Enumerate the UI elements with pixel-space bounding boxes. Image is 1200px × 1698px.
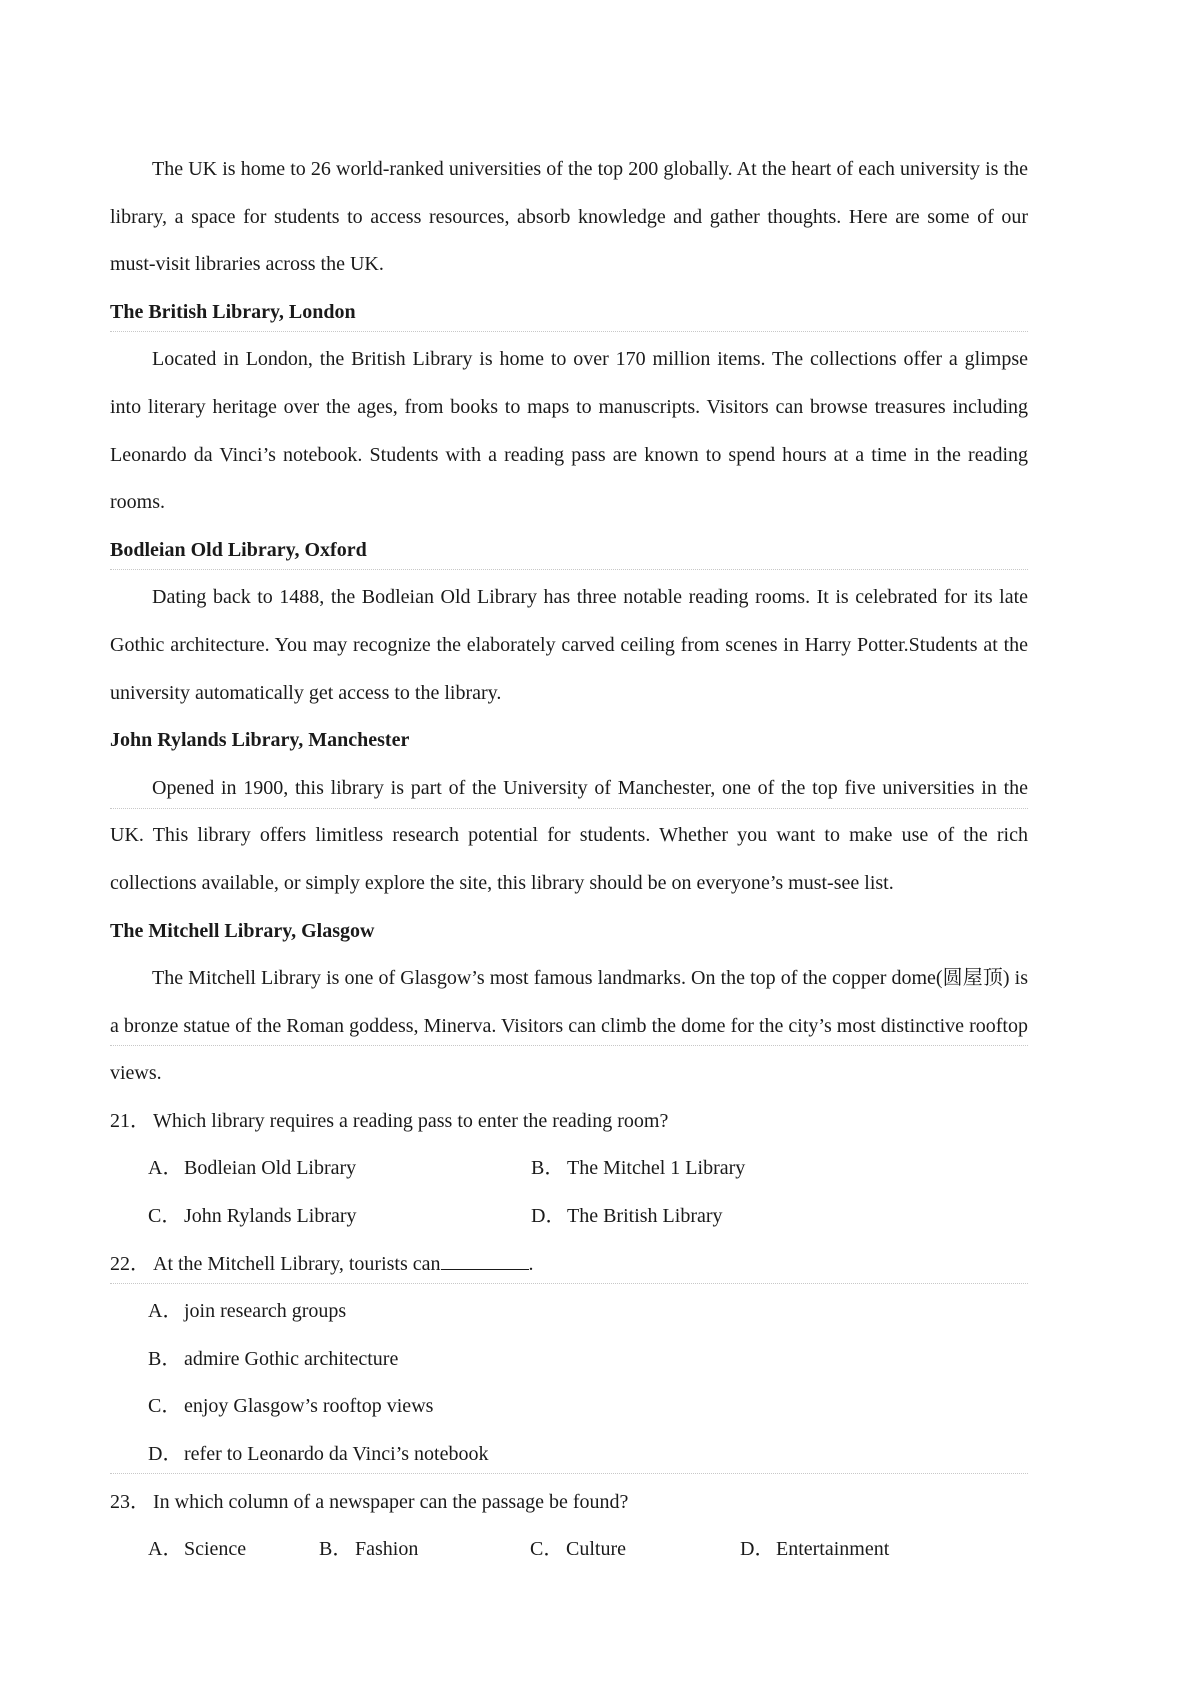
section-paragraph: Located in London, the British Library is home to over 170 million items. The collections offer a glimpse into literary heritage over the ages, from books to maps to manuscripts. Visitors can browse treasures including Leonardo da Vinci’s notebook. Students with a reading pass are known to spend hours at a time in the reading rooms. <box>110 348 1028 514</box>
option-letter: C． <box>148 1395 182 1418</box>
question-22-options <box>148 1288 1028 1478</box>
option-text: John Rylands Library <box>184 1205 357 1228</box>
option-text: The British Library <box>567 1205 723 1228</box>
option-text: Science <box>184 1538 247 1561</box>
question-stem-wrap <box>153 1241 534 1289</box>
passage-content <box>110 146 1028 1574</box>
option-letter: B． <box>531 1157 565 1180</box>
option-c[interactable] <box>530 1526 740 1574</box>
question-number: 21． <box>110 1109 150 1132</box>
option-text: enjoy Glasgow’s rooftop views <box>184 1395 434 1418</box>
question-stem: Which library requires a reading pass to enter the reading room? <box>153 1109 669 1132</box>
option-b[interactable] <box>148 1336 1028 1384</box>
option-a[interactable] <box>148 1288 1028 1336</box>
question-stem-end: . <box>528 1252 534 1275</box>
option-d[interactable] <box>740 1526 950 1574</box>
option-a[interactable] <box>148 1526 319 1574</box>
option-letter: D． <box>148 1443 183 1466</box>
option-text: The Mitchel 1 Library <box>567 1157 746 1180</box>
option-letter: C． <box>148 1205 182 1228</box>
option-text: admire Gothic architecture <box>184 1347 399 1370</box>
question-23-options <box>148 1526 1028 1574</box>
question-number: 22． <box>110 1252 150 1275</box>
option-d[interactable] <box>531 1193 914 1241</box>
option-letter: B． <box>319 1538 353 1561</box>
option-text: Entertainment <box>776 1538 890 1561</box>
option-letter: D． <box>531 1205 566 1228</box>
option-letter: A． <box>148 1157 183 1180</box>
option-b[interactable] <box>319 1526 530 1574</box>
option-text: Culture <box>566 1538 626 1561</box>
option-a[interactable] <box>148 1145 531 1193</box>
section-heading: John Rylands Library, Manchester <box>110 729 410 752</box>
section-heading: The British Library, London <box>110 300 356 323</box>
question-23 <box>110 1479 1028 1527</box>
option-letter: C． <box>530 1538 564 1561</box>
question-number: 23． <box>110 1490 150 1513</box>
option-c[interactable] <box>148 1193 531 1241</box>
question-stem: At the Mitchell Library, tourists can <box>153 1252 441 1275</box>
section-paragraph: Dating back to 1488, the Bodleian Old Library has three notable reading rooms. It is celebrated for its late Gothic architecture. You may recognize the elaborately carved ceiling from scenes in Harry Potter.Students at the university automatically get access to the library. <box>110 586 1028 704</box>
option-b[interactable] <box>531 1145 914 1193</box>
option-letter: B． <box>148 1347 182 1370</box>
question-22 <box>110 1241 1028 1289</box>
intro-paragraph: The UK is home to 26 world-ranked universities of the top 200 globally. At the heart of each university is the library, a space for students to access resources, absorb knowledge and gather thoughts. Here are some of our must-visit libraries across the UK. <box>110 158 1028 276</box>
section-paragraph: Opened in 1900, this library is part of the University of Manchester, one of the top five universities in the UK. This library offers limitless research potential for students. Whether you want to make use of the rich collections available, or simply explore the site, this library should be on everyone’s must-see list. <box>110 776 1028 894</box>
section-heading: The Mitchell Library, Glasgow <box>110 919 375 942</box>
option-letter: A． <box>148 1300 183 1323</box>
option-d[interactable] <box>148 1431 1028 1479</box>
option-text: refer to Leonardo da Vinci’s notebook <box>184 1443 489 1466</box>
question-stem: In which column of a newspaper can the passage be found? <box>153 1490 629 1513</box>
answer-blank[interactable] <box>441 1251 529 1270</box>
option-letter: A． <box>148 1538 183 1561</box>
option-text: join research groups <box>184 1300 347 1323</box>
section-paragraph: The Mitchell Library is one of Glasgow’s most famous landmarks. On the top of the copper dome(圆屋顶) is a bronze statue of the Roman goddess, Minerva. Visitors can climb the dome for the city’s most distinctive rooftop views. <box>110 967 1028 1085</box>
option-text: Fashion <box>355 1538 419 1561</box>
option-text: Bodleian Old Library <box>184 1157 357 1180</box>
option-c[interactable] <box>148 1383 1028 1431</box>
section-heading: Bodleian Old Library, Oxford <box>110 538 367 561</box>
question-21 <box>110 1098 1028 1146</box>
option-letter: D． <box>740 1538 775 1561</box>
question-21-options <box>148 1145 1028 1240</box>
